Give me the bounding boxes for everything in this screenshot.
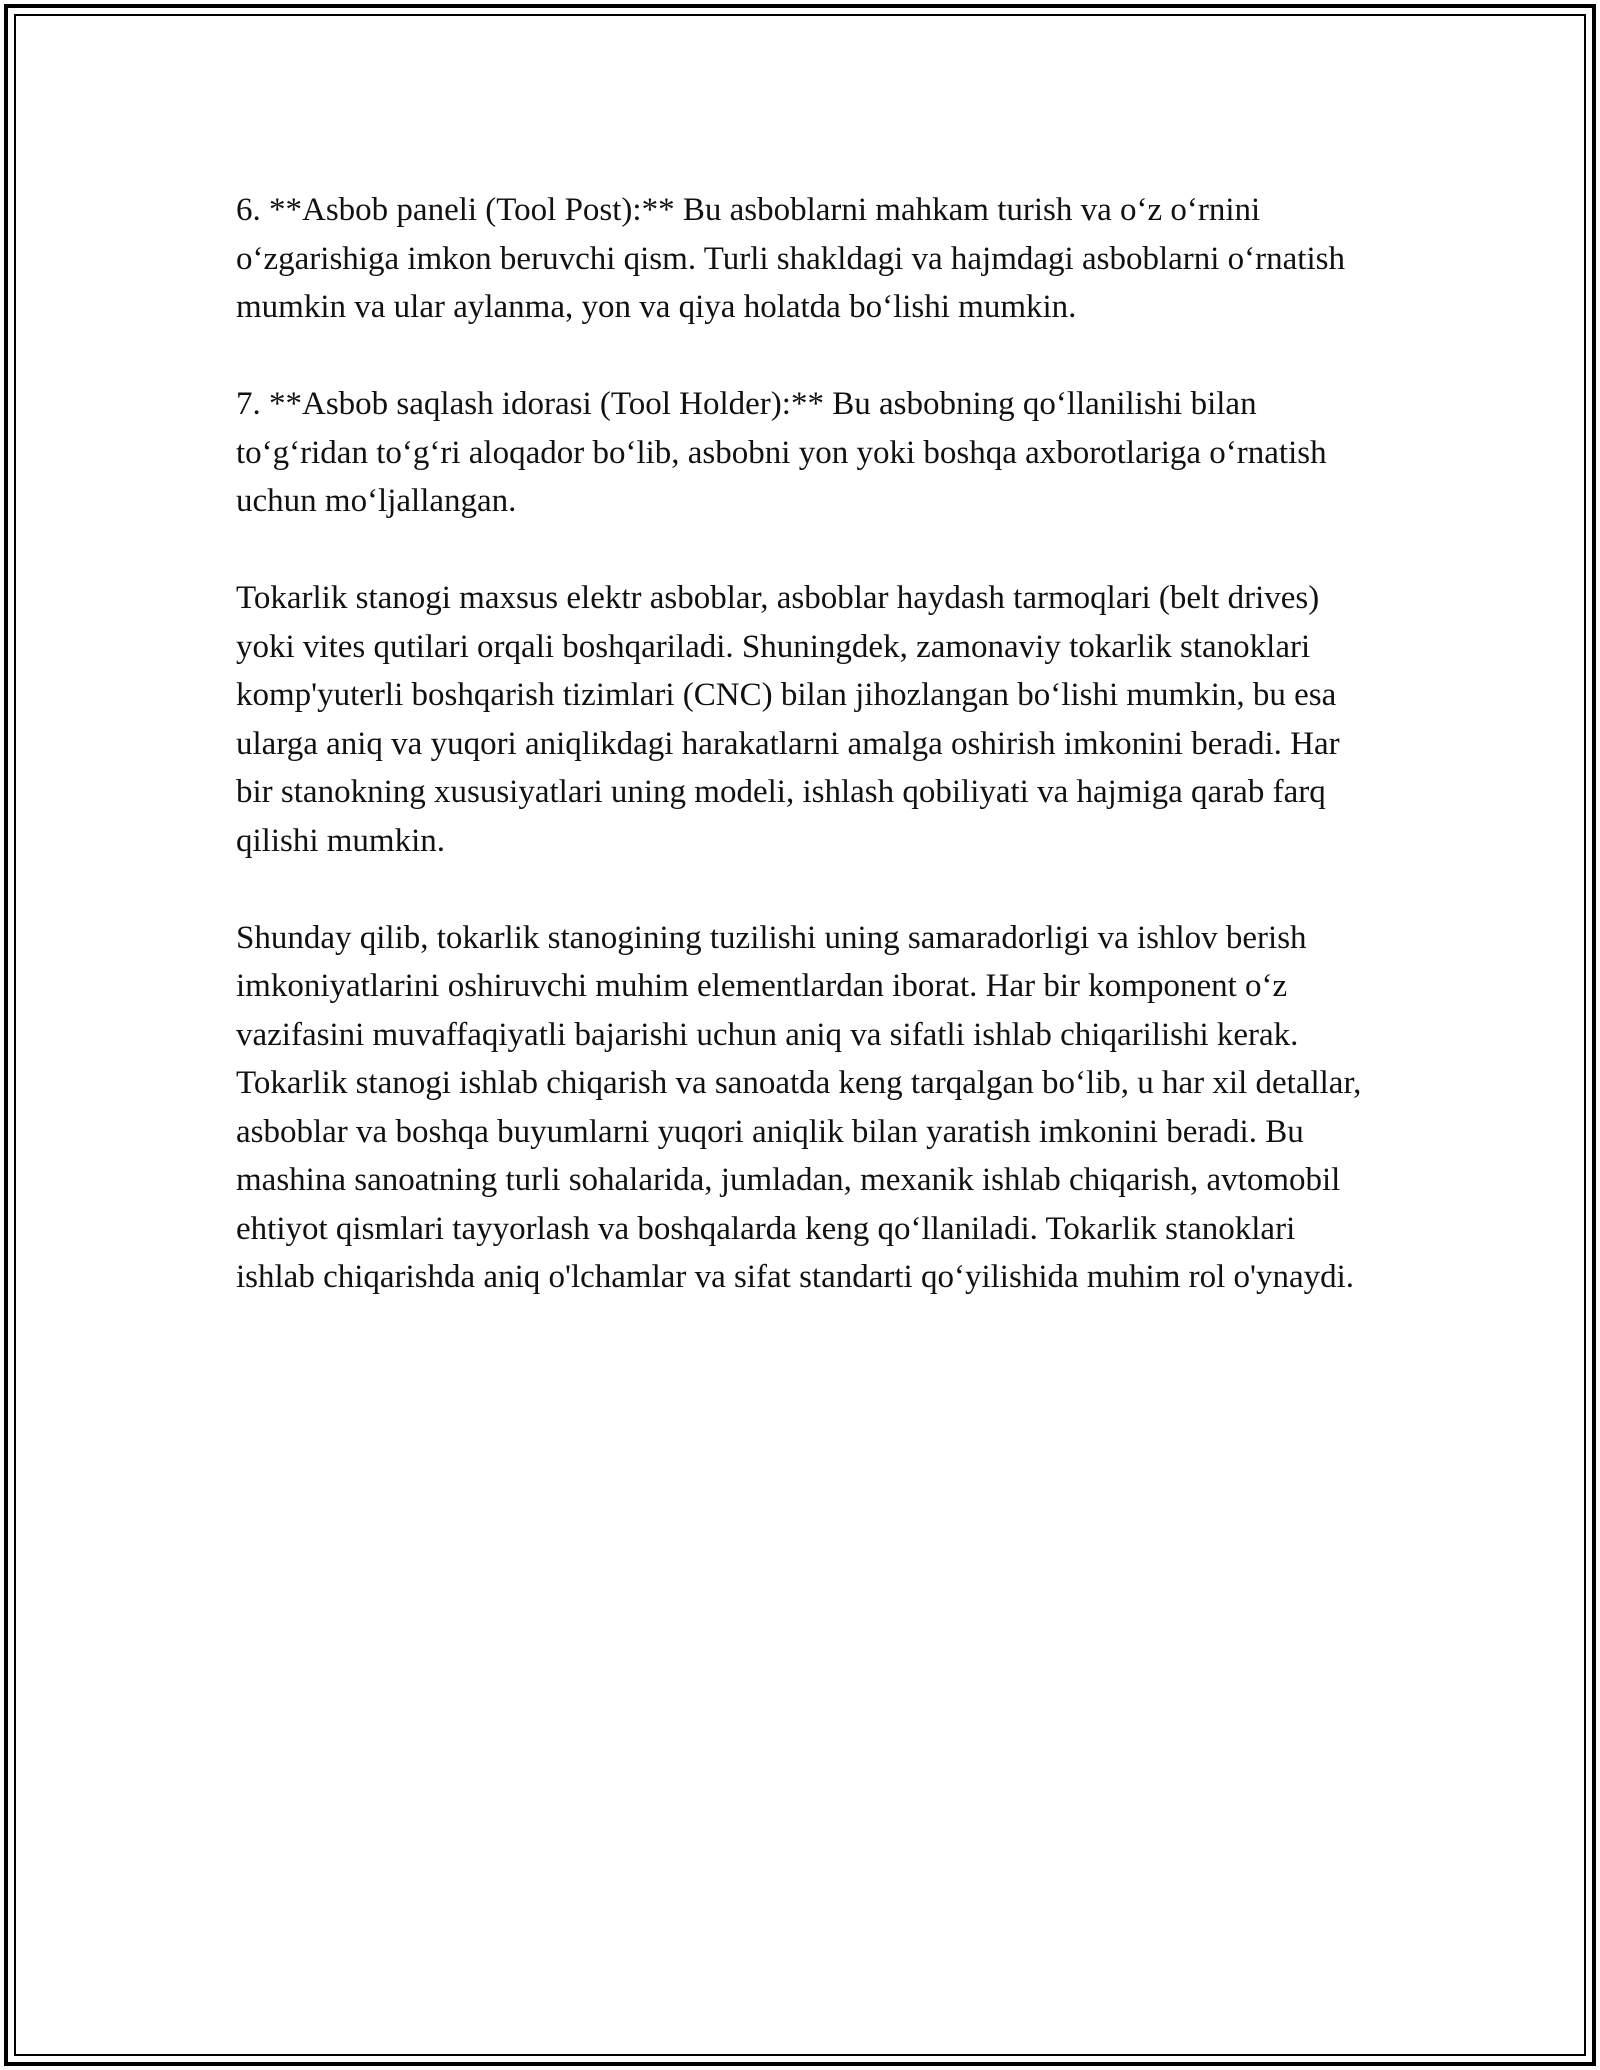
paragraph-tool-holder: 7. **Asbob saqlash idorasi (Tool Holder):** Bu asbobning qo‘llanilishi bilan to‘g‘ridan to‘g‘ri aloqador bo‘lib, asbobni yon yoki boshqa axborotlariga o‘rnatish uchun mo‘ljallangan. [236, 386, 1327, 519]
paragraph-conclusion: Shunday qilib, tokarlik stanogining tuzilishi uning samaradorligi va ishlov berish imkoniyatlarini oshiruvchi muhim elementlardan iborat. Har bir komponent o‘z vazifasini muvaffaqiyatli bajarishi uchun aniq va sifatli ishlab chiqarilishi kerak. Tokarlik stanogi ishlab chiqarish va sanoatda keng tarqalgan bo‘lib, u har xil detallar, asboblar va boshqa buyumlarni yuqori aniqlik bilan yaratish imkonini beradi. Bu mashina sanoatning turli sohalarida, jumladan, mexanik ishlab chiqarish, avtomobil ehtiyot qismlari tayyorlash va boshqalarda keng qo‘llaniladi. Tokarlik stanoklari ishlab chiqarishda aniq o'lchamlar va sifat standarti qo‘yilishida muhim rol o'ynaydi. [236, 919, 1362, 1295]
paragraph-tool-post: 6. **Asbob paneli (Tool Post):** Bu asboblarni mahkam turish va o‘z o‘rnini o‘zgarishiga imkon beruvchi qism. Turli shakldagi va hajmdagi asboblarni o‘rnatish mumkin va ular aylanma, yon va qiya holatda bo‘lishi mumkin. [236, 192, 1345, 325]
document-body [236, 186, 1366, 1350]
paragraph-control-systems: Tokarlik stanogi maxsus elektr asboblar, asboblar haydash tarmoqlari (belt drives) yoki vites qutilari orqali boshqariladi. Shuningdek, zamonaviy tokarlik stanoklari komp'yuterli boshqarish tizimlari (CNC) bilan jihozlangan bo‘lishi mumkin, bu esa ularga aniq va yuqori aniqlikdagi harakatlarni amalga oshirish imkonini beradi. Har bir stanokning xususiyatlari uning modeli, ishlash qobiliyati va hajmiga qarab farq qilishi mumkin. [236, 580, 1340, 859]
